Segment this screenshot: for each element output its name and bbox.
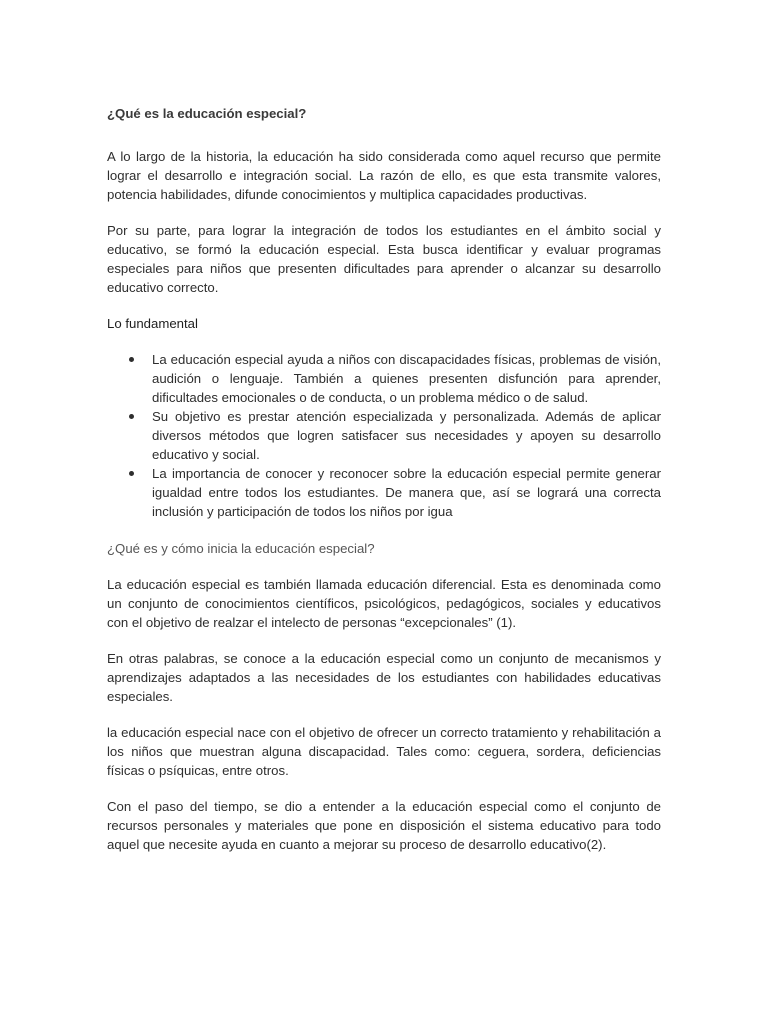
bullet-dot-icon: [129, 471, 134, 476]
bullet-item: [107, 350, 661, 407]
paragraph: A lo largo de la historia, la educación ha sido considerada como aquel recurso que permite lograr el desarrollo e integración social. La razón de ello, es que esta transmite valores, potencia habilidades, difunde conocimientos y multiplica capacidades productivas.: [107, 149, 661, 202]
bullet-item: [107, 407, 661, 464]
section-heading: ¿Qué es y cómo inicia la educación especial?: [107, 541, 375, 556]
paragraph: Por su parte, para lograr la integración de todos los estudiantes en el ámbito social y educativo, se formó la educación especial. Esta busca identificar y evaluar programas especiales para niños que presenten dificultades para aprender o alcanzar su desarrollo educativo correcto.: [107, 223, 661, 295]
bullet-list: [107, 350, 661, 521]
paragraph: La educación especial es también llamada educación diferencial. Esta es denominada como un conjunto de conocimientos científicos, psicológicos, pedagógicos, sociales y educativos con el objetivo de realzar el intelecto de personas “excepcionales” (1).: [107, 577, 661, 630]
bullet-text: La educación especial ayuda a niños con discapacidades físicas, problemas de visión, audición o lenguaje. También a quienes presenten disfunción para aprender, dificultades emocionales o de conducta, o un problema médico o de salud.: [152, 352, 661, 405]
paragraph: En otras palabras, se conoce a la educación especial como un conjunto de mecanismos y aprendizajes adaptados a las necesidades de los estudiantes con habilidades educativas especiales.: [107, 651, 661, 704]
document-page: [107, 104, 661, 871]
paragraph: la educación especial nace con el objetivo de ofrecer un correcto tratamiento y rehabilitación a los niños que muestran alguna discapacidad. Tales como: ceguera, sordera, deficiencias físicas o psíquicas, entre otros.: [107, 725, 661, 778]
bullet-dot-icon: [129, 414, 134, 419]
bullet-dot-icon: [129, 357, 134, 362]
paragraph: Con el paso del tiempo, se dio a entender a la educación especial como el conjunto de recursos personales y materiales que pone en disposición el sistema educativo para todo aquel que necesite ayuda en cuanto a mejorar su proceso de desarrollo educativo(2).: [107, 799, 661, 852]
fundamental-heading: Lo fundamental: [107, 316, 198, 331]
bullet-text: Su objetivo es prestar atención especializada y personalizada. Además de aplicar diversos métodos que logren satisfacer sus necesidades y apoyen su desarrollo educativo y social.: [152, 409, 661, 462]
document-title: ¿Qué es la educación especial?: [107, 106, 307, 121]
bullet-text: La importancia de conocer y reconocer sobre la educación especial permite generar igualdad entre todos los estudiantes. De manera que, así se logrará una correcta inclusión y participación de todos los niños por igua: [152, 466, 661, 519]
bullet-item: [107, 464, 661, 521]
